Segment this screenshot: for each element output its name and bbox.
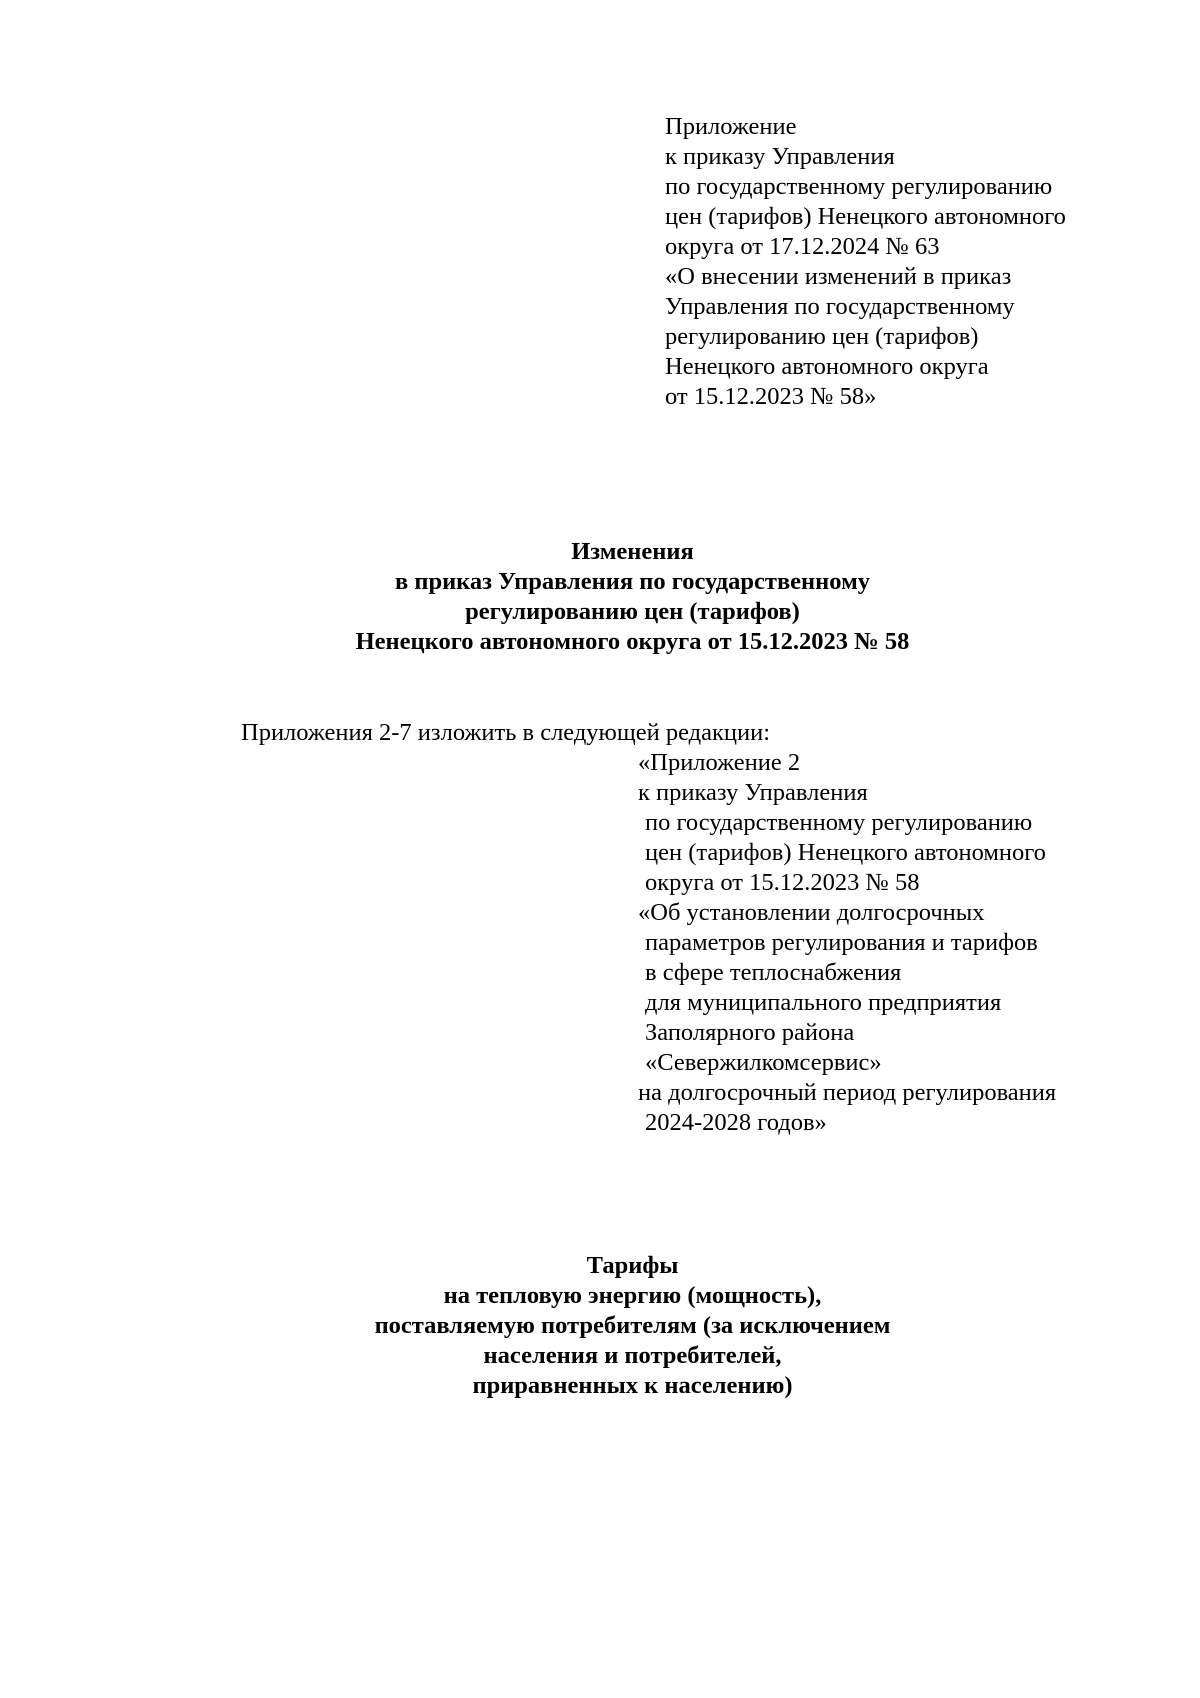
attachment-header-line: Управления по государственному [665, 293, 1015, 320]
appendix-2-line: для муниципального предприятия [645, 989, 1002, 1016]
tariffs-title [0, 1251, 1200, 1401]
appendix-2-line: округа от 15.12.2023 № 58 [645, 869, 920, 896]
intro-paragraph [241, 718, 770, 748]
tariffs-title-line: поставляемую потребителям (за исключением [374, 1312, 891, 1339]
changes-title-line: Ненецкого автономного округа от 15.12.2023 № 58 [355, 628, 910, 655]
tariffs-title-line: населения и потребителей, [483, 1342, 782, 1369]
tariffs-title-line: Тарифы [586, 1252, 679, 1279]
attachment-header-line: цен (тарифов) Ненецкого автономного [665, 203, 1066, 230]
appendix-2-line: в сфере теплоснабжения [645, 959, 902, 986]
attachment-header-line: регулированию цен (тарифов) [665, 323, 979, 350]
appendix-2-line: «Приложение 2 [638, 749, 801, 776]
attachment-header-line: от 15.12.2023 № 58» [665, 383, 877, 410]
appendix-2-line: на долгосрочный период регулирования [638, 1079, 1057, 1106]
attachment-header [665, 112, 1066, 412]
appendix-2-line: к приказу Управления [638, 779, 868, 806]
attachment-header-line: Ненецкого автономного округа [665, 353, 989, 380]
attachment-header-line: по государственному регулированию [665, 173, 1053, 200]
appendix-2-line: цен (тарифов) Ненецкого автономного [645, 839, 1046, 866]
appendix-2-line: «Севержилкомсервис» [645, 1049, 882, 1076]
attachment-header-line: округа от 17.12.2024 № 63 [665, 233, 940, 260]
changes-title-line: Изменения [571, 538, 694, 565]
appendix-2-header [638, 748, 1056, 1138]
changes-title [0, 537, 1200, 657]
appendix-2-line: «Об установлении долгосрочных [638, 899, 985, 926]
attachment-header-line: к приказу Управления [665, 143, 895, 170]
appendix-2-line: параметров регулирования и тарифов [645, 929, 1038, 956]
tariffs-title-line: на тепловую энергию (мощность), [443, 1282, 822, 1309]
appendix-2-line: 2024-2028 годов» [645, 1109, 827, 1136]
tariffs-title-line: приравненных к населению) [472, 1372, 793, 1399]
intro-text: Приложения 2-7 изложить в следующей редакции: [241, 719, 771, 746]
appendix-2-line: по государственному регулированию [645, 809, 1033, 836]
changes-title-line: регулированию цен (тарифов) [465, 598, 800, 625]
attachment-header-line: «О внесении изменений в приказ [665, 263, 1012, 290]
changes-title-line: в приказ Управления по государственному [394, 568, 871, 595]
attachment-header-line: Приложение [665, 113, 797, 140]
appendix-2-line: Заполярного района [645, 1019, 855, 1046]
